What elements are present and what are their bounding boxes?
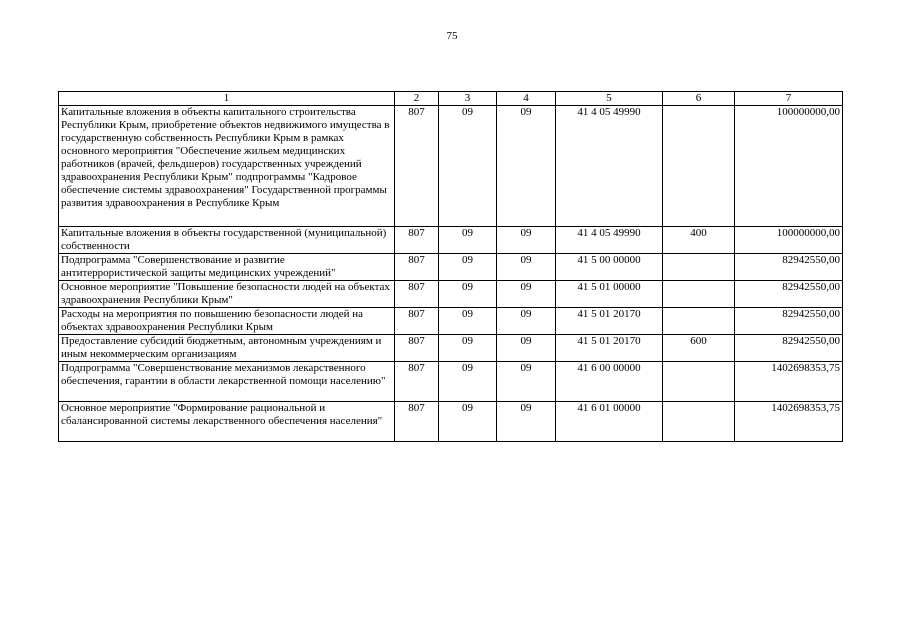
row-section-code: 09: [439, 308, 497, 335]
row-expense-type: [663, 402, 735, 442]
header-cell: 4: [497, 92, 556, 106]
row-ministry-code: 807: [395, 335, 439, 362]
table-row: [59, 362, 843, 402]
row-section-code: 09: [439, 335, 497, 362]
table-header-row: [59, 92, 843, 106]
row-description: Основное мероприятие "Повышение безопасности людей на объектах здравоохранения Республики Крым": [59, 281, 395, 308]
row-ministry-code: 807: [395, 227, 439, 254]
row-target-code: 41 5 01 00000: [556, 281, 663, 308]
budget-table: [58, 91, 843, 442]
row-description: Предоставление субсидий бюджетным, автономным учреждениям и иным некоммерческим организациям: [59, 335, 395, 362]
table-row: [59, 402, 843, 442]
row-subsection-code: 09: [497, 106, 556, 227]
row-ministry-code: 807: [395, 308, 439, 335]
row-expense-type: [663, 308, 735, 335]
row-ministry-code: 807: [395, 362, 439, 402]
row-description: Капитальные вложения в объекты капитального строительства Республики Крым, приобретение объектов недвижимого имущества в государственную собственность Республики Крым в рамках основного мероприятия "Обеспечение жильем медицинских работников (врачей, фельдшеров) государственных учреждений здравоохранения Республики Крым" подпрограммы "Кадровое обеспечение системы здравоохранения" Государственной программы развития здравоохранения в Республике Крым: [59, 106, 395, 227]
row-subsection-code: 09: [497, 227, 556, 254]
header-cell: 5: [556, 92, 663, 106]
header-cell: 7: [735, 92, 843, 106]
row-target-code: 41 5 01 20170: [556, 335, 663, 362]
row-section-code: 09: [439, 362, 497, 402]
row-description: Капитальные вложения в объекты государственной (муниципальной) собственности: [59, 227, 395, 254]
table-row: [59, 254, 843, 281]
row-section-code: 09: [439, 402, 497, 442]
row-subsection-code: 09: [497, 362, 556, 402]
row-description: Подпрограмма "Совершенствование и развитие антитеррористической защиты медицинских учреждений": [59, 254, 395, 281]
row-expense-type: [663, 106, 735, 227]
row-section-code: 09: [439, 227, 497, 254]
table-row: [59, 227, 843, 254]
row-target-code: 41 4 05 49990: [556, 227, 663, 254]
row-amount: 1402698353,75: [735, 362, 843, 402]
row-amount: 82942550,00: [735, 254, 843, 281]
row-ministry-code: 807: [395, 281, 439, 308]
header-cell: 3: [439, 92, 497, 106]
row-target-code: 41 5 00 00000: [556, 254, 663, 281]
row-target-code: 41 6 01 00000: [556, 402, 663, 442]
row-subsection-code: 09: [497, 335, 556, 362]
row-subsection-code: 09: [497, 281, 556, 308]
row-amount: 1402698353,75: [735, 402, 843, 442]
row-section-code: 09: [439, 106, 497, 227]
header-cell: 2: [395, 92, 439, 106]
row-expense-type: 400: [663, 227, 735, 254]
row-expense-type: [663, 362, 735, 402]
row-subsection-code: 09: [497, 254, 556, 281]
row-subsection-code: 09: [497, 308, 556, 335]
row-section-code: 09: [439, 254, 497, 281]
row-description: Основное мероприятие "Формирование рациональной и сбалансированной системы лекарственного обеспечения населения": [59, 402, 395, 442]
row-amount: 82942550,00: [735, 335, 843, 362]
row-ministry-code: 807: [395, 106, 439, 227]
row-ministry-code: 807: [395, 254, 439, 281]
row-ministry-code: 807: [395, 402, 439, 442]
row-description: Подпрограмма "Совершенствование механизмов лекарственного обеспечения, гарантии в области лекарственной помощи населению": [59, 362, 395, 402]
header-cell: 6: [663, 92, 735, 106]
row-target-code: 41 5 01 20170: [556, 308, 663, 335]
row-expense-type: 600: [663, 335, 735, 362]
row-description: Расходы на мероприятия по повышению безопасности людей на объектах здравоохранения Республики Крым: [59, 308, 395, 335]
table-row: [59, 281, 843, 308]
table-row: [59, 106, 843, 227]
row-amount: 100000000,00: [735, 106, 843, 227]
row-amount: 82942550,00: [735, 308, 843, 335]
row-target-code: 41 6 00 00000: [556, 362, 663, 402]
row-expense-type: [663, 281, 735, 308]
row-subsection-code: 09: [497, 402, 556, 442]
table-row: [59, 308, 843, 335]
header-cell: 1: [59, 92, 395, 106]
page-number: 75: [446, 30, 458, 42]
table-row: [59, 335, 843, 362]
row-amount: 100000000,00: [735, 227, 843, 254]
row-amount: 82942550,00: [735, 281, 843, 308]
row-section-code: 09: [439, 281, 497, 308]
row-target-code: 41 4 05 49990: [556, 106, 663, 227]
row-expense-type: [663, 254, 735, 281]
